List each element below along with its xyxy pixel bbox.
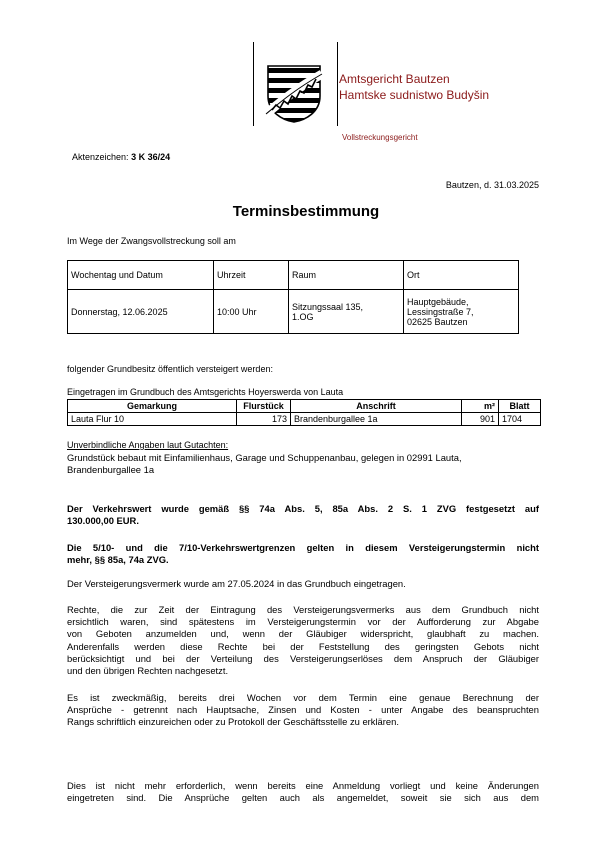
grenzen-line1: Die 5/10- und die 7/10-Verkehrswertgrenzen gelten in diesem Versteigerungstermin nicht [67,542,539,553]
grundbuch-blatt: 1704 [499,413,541,426]
auction-sentence: folgender Grundbesitz öffentlich versteigert werden: [67,364,273,374]
court-name-sorbian: Hamtske sudnistwo Budyšin [339,88,490,102]
case-number-line [72,152,170,162]
gutachten-line1: Grundstück bebaut mit Einfamilienhaus, Garage und Schuppenanbau, gelegen in 02991 Lauta, [67,452,462,463]
nicht-mehr-paragraph [67,780,539,804]
rechte-line: berücksichtigt und bei der Verteilung des Versteigerungserlöses dem Anspruch der Gläubiger [67,652,539,664]
schedule-room-line1: Sitzungssaal 135, [292,301,364,312]
grundbuch-caption: Eingetragen im Grundbuch des Amtsgerichts Hoyerswerda von Lauta [67,387,344,397]
verkehrswert-line2: 130.000,00 EUR. [67,515,139,527]
gutachten-line2: Brandenburgallee 1a [67,464,155,476]
court-role: Vollstreckungsgericht [342,133,418,142]
grundbuch-anschrift: Brandenburgallee 1a [291,413,462,426]
schedule-time: 10:00 Uhr [214,290,289,334]
gutachten-text [67,452,539,476]
schedule-place-line2: Lessingstraße 7, [407,306,474,317]
zweckmaessig-line: Rangs schriftlich einzureichen oder zu Protokoll der Geschäftsstelle zu erklären. [67,716,399,728]
grenzen-paragraph [67,542,539,566]
rechte-paragraph [67,604,539,677]
schedule-place [404,290,519,334]
case-number-label: Aktenzeichen: [72,152,129,162]
schedule-header-row [68,261,519,290]
rechte-line: ersichtlich waren, sind spätestens im Versteigerungstermin vor der Aufforderung zur Abgabe [67,616,539,628]
grenzen-line2: mehr, §§ 85a, 74a ZVG. [67,554,169,566]
schedule-row [68,290,519,334]
schedule-place-line1: Hauptgebäude, [407,296,469,307]
schedule-header-date: Wochentag und Datum [68,261,214,290]
zweckmaessig-paragraph [67,692,539,729]
header-divider-right [337,42,338,126]
header-divider-left [253,42,254,126]
zweckmaessig-line: Es ist zweckmäßig, bereits drei Wochen vor dem Termin eine genaue Berechnung der [67,692,539,703]
grundbuch-flurstueck: 173 [237,413,291,426]
gutachten-heading [67,440,228,450]
grundbuch-table [67,399,541,426]
verkehrswert-paragraph [67,503,539,527]
verkehrswert-line1: Der Verkehrswert wurde gemäß §§ 74a Abs. 5, 85a Abs. 2 S. 1 ZVG festgesetzt auf [67,503,539,514]
grundbuch-header-flurstueck: Flurstück [237,400,291,413]
rechte-line: Rechte, die zur Zeit der Eintragung des Versteigerungsvermerks aus dem Grundbuch nicht [67,604,539,615]
nicht-mehr-line: Dies ist nicht mehr erforderlich, wenn bereits eine Anmeldung vorliegt und keine Änderungen [67,780,539,791]
schedule-header-room: Raum [289,261,404,290]
court-name-german: Amtsgericht Bautzen [339,72,450,86]
grundbuch-header-anschrift: Anschrift [291,400,462,413]
schedule-date: Donnerstag, 12.06.2025 [68,290,214,334]
grundbuch-header-m2: m² [462,400,499,413]
rechte-line: von Geboten anzumelden und, wenn der Gläubiger widerspricht, glaubhaft zu machen. [67,628,539,640]
vermerk-paragraph: Der Versteigerungsvermerk wurde am 27.05.2024 in das Grundbuch eingetragen. [67,578,406,589]
saxony-coat-of-arms-icon [264,64,324,124]
grundbuch-gemarkung: Lauta Flur 10 [68,413,237,426]
schedule-room [289,290,404,334]
date-line: Bautzen, d. 31.03.2025 [445,180,539,190]
grundbuch-header-gemarkung: Gemarkung [68,400,237,413]
intro-text: Im Wege der Zwangsvollstreckung soll am [67,236,236,246]
schedule-table [67,260,519,334]
rechte-line: und den übrigen Rechten nachgesetzt. [67,665,229,677]
gutachten-heading-text: Unverbindliche Angaben laut Gutachten: [67,440,229,450]
case-number: 3 K 36/24 [131,152,171,162]
zweckmaessig-line: Ansprüche - getrennt nach Hauptsache, Zinsen und Kosten - unter Angabe des beanspruchten [67,704,539,716]
schedule-place-line3: 02625 Bautzen [407,316,468,327]
schedule-room-line2: 1.OG [292,311,314,322]
grundbuch-row [68,413,541,426]
rechte-line: Anderenfalls werden diese Rechte bei der Feststellung des geringsten Gebots nicht [67,640,539,652]
grundbuch-m2: 901 [462,413,499,426]
grundbuch-header-blatt: Blatt [499,400,541,413]
schedule-header-time: Uhrzeit [214,261,289,290]
grundbuch-header-row [68,400,541,413]
schedule-header-place: Ort [404,261,519,290]
page-title: Terminsbestimmung [232,203,380,220]
nicht-mehr-line: eingetreten sind. Die Ansprüche gelten auch als angemeldet, soweit sie sich aus dem [67,792,539,804]
